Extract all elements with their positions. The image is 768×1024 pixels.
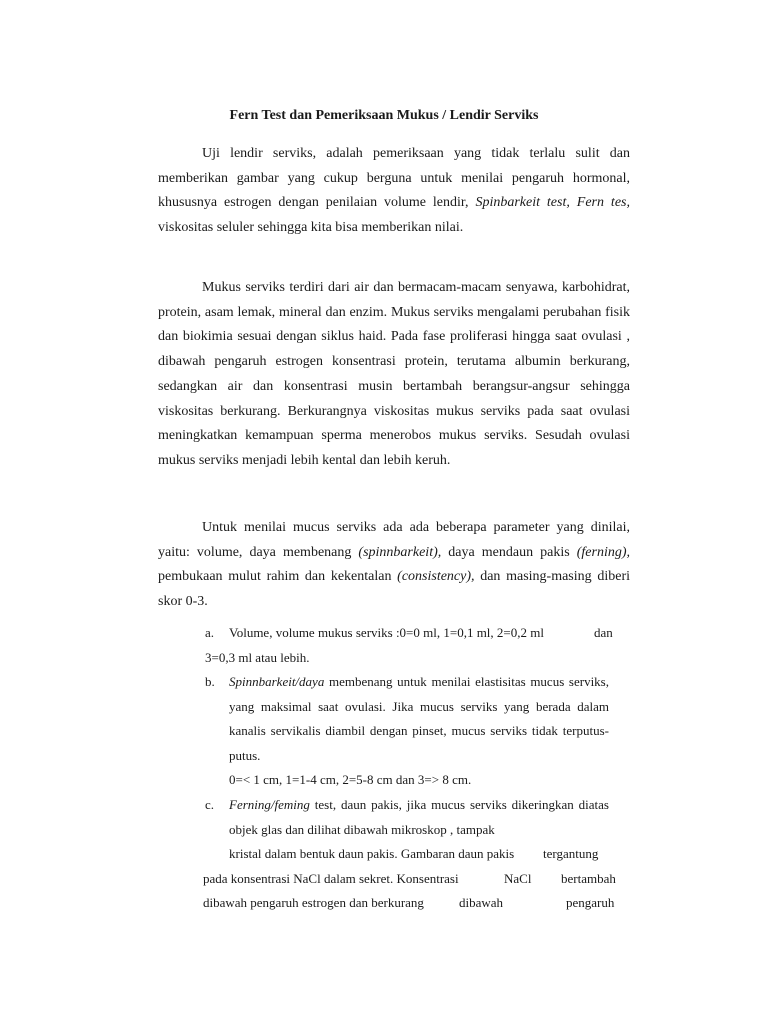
list-item-c-line5-a: dibawah pengaruh estrogen dan berkurang	[203, 895, 424, 910]
list-item-c-text	[229, 793, 609, 842]
list-item-b-scale: 0=< 1 cm, 1=1-4 cm, 2=5-8 cm dan 3=> 8 cm.	[229, 772, 472, 787]
list-marker-c: c.	[205, 797, 215, 812]
list-item-c-line4-c: bertambah	[561, 871, 616, 886]
list-item-c-line4-b: NaCl	[504, 871, 532, 886]
list-item-b-text	[229, 670, 609, 768]
parameters-text-c: daya mendaun pakis	[441, 544, 577, 560]
list-item-c-italic: Ferning/feming	[229, 797, 310, 812]
paragraph-mucus-composition: Mukus serviks terdiri dari air dan bermacam-macam senyawa, karbohidrat, protein, asam lemak, mineral dan enzim. Mukus serviks mengalami perubahan fisik dan biokimia sesuai dengan siklus haid. Pada fase proliferasi hingga saat ovulasi , dibawah pengaruh estrogen konsentrasi protein, terutama albumin berkurang, sedangkan air dan konsentrasi musin bertambah berangsur-angsur sehingga viskositas berkurang. Berkurangnya viskositas mukus serviks pada saat ovulasi meningkatkan kemampuan sperma menerobos mukus serviks. Sesudah ovulasi mukus serviks menjadi lebih kental dan lebih keruh.	[158, 280, 630, 468]
paragraph-intro-italic: Spinbarkeit test, Fern tes,	[475, 195, 630, 211]
parameters-italic-consistency: (consistency),	[397, 569, 475, 585]
list-item-a-line2: 3=0,3 ml atau lebih.	[205, 650, 310, 665]
list-item-c-line3: kristal dalam bentuk daun pakis. Gambaran daun pakis	[229, 846, 515, 861]
paragraph-intro-text-a: Uji lendir serviks, adalah pemeriksaan yang tidak terlalu sulit dan memberikan gambar yang cukup berguna untuk menilai pengaruh hormonal, khususnya estrogen dengan penilaian volume lendir,	[158, 146, 630, 211]
list-item-c-body: test, daun pakis, jika mucus serviks dikeringkan diatas objek glas dan dilihat dibawah mikroskop , tampak	[229, 797, 609, 837]
paragraph-intro	[158, 142, 630, 241]
list-item-b-body: membenang untuk menilai elastisitas mucus serviks, yang maksimal saat ovulasi. Jika mucus serviks yang berada dalam kanalis servikalis diambil dengan pinset, mucus serviks tidak terputus-putus.	[229, 674, 609, 763]
parameters-italic-ferning: (ferning),	[576, 544, 630, 560]
paragraph-intro-text-c: viskositas seluler sehingga kita bisa memberikan nilai.	[158, 220, 464, 236]
paragraph-parameters	[158, 516, 630, 615]
parameters-text-e: pembukaan mulut rahim dan kekentalan	[158, 569, 398, 585]
document-title: Fern Test dan Pemeriksaan Mukus / Lendir Serviks	[229, 108, 539, 123]
list-item-a-line1: Volume, volume mukus serviks :0=0 ml, 1=0,1 ml, 2=0,2 ml	[229, 625, 544, 640]
parameters-text-g: dan masing-masing diberi skor 0-3.	[158, 569, 630, 610]
list-item-c-line5-c: pengaruh	[566, 895, 615, 910]
list-item-c-line4-a: pada konsentrasi NaCl dalam sekret. Konsentrasi	[203, 871, 459, 886]
parameters-italic-spinnbarkeit: (spinnbarkeit),	[358, 544, 442, 560]
list-marker-a: a.	[205, 625, 215, 640]
list-item-c-line5-b: dibawah	[459, 895, 504, 910]
list-item-b-italic: Spinnbarkeit/daya	[229, 674, 325, 689]
list-marker-b: b.	[205, 674, 215, 689]
parameters-text-a: Untuk menilai mucus serviks ada ada beberapa parameter yang dinilai, yaitu: volume, daya membenang	[158, 520, 630, 560]
list-item-c-line3-end: tergantung	[543, 846, 599, 861]
list-item-a-line1-end: dan	[594, 625, 613, 640]
